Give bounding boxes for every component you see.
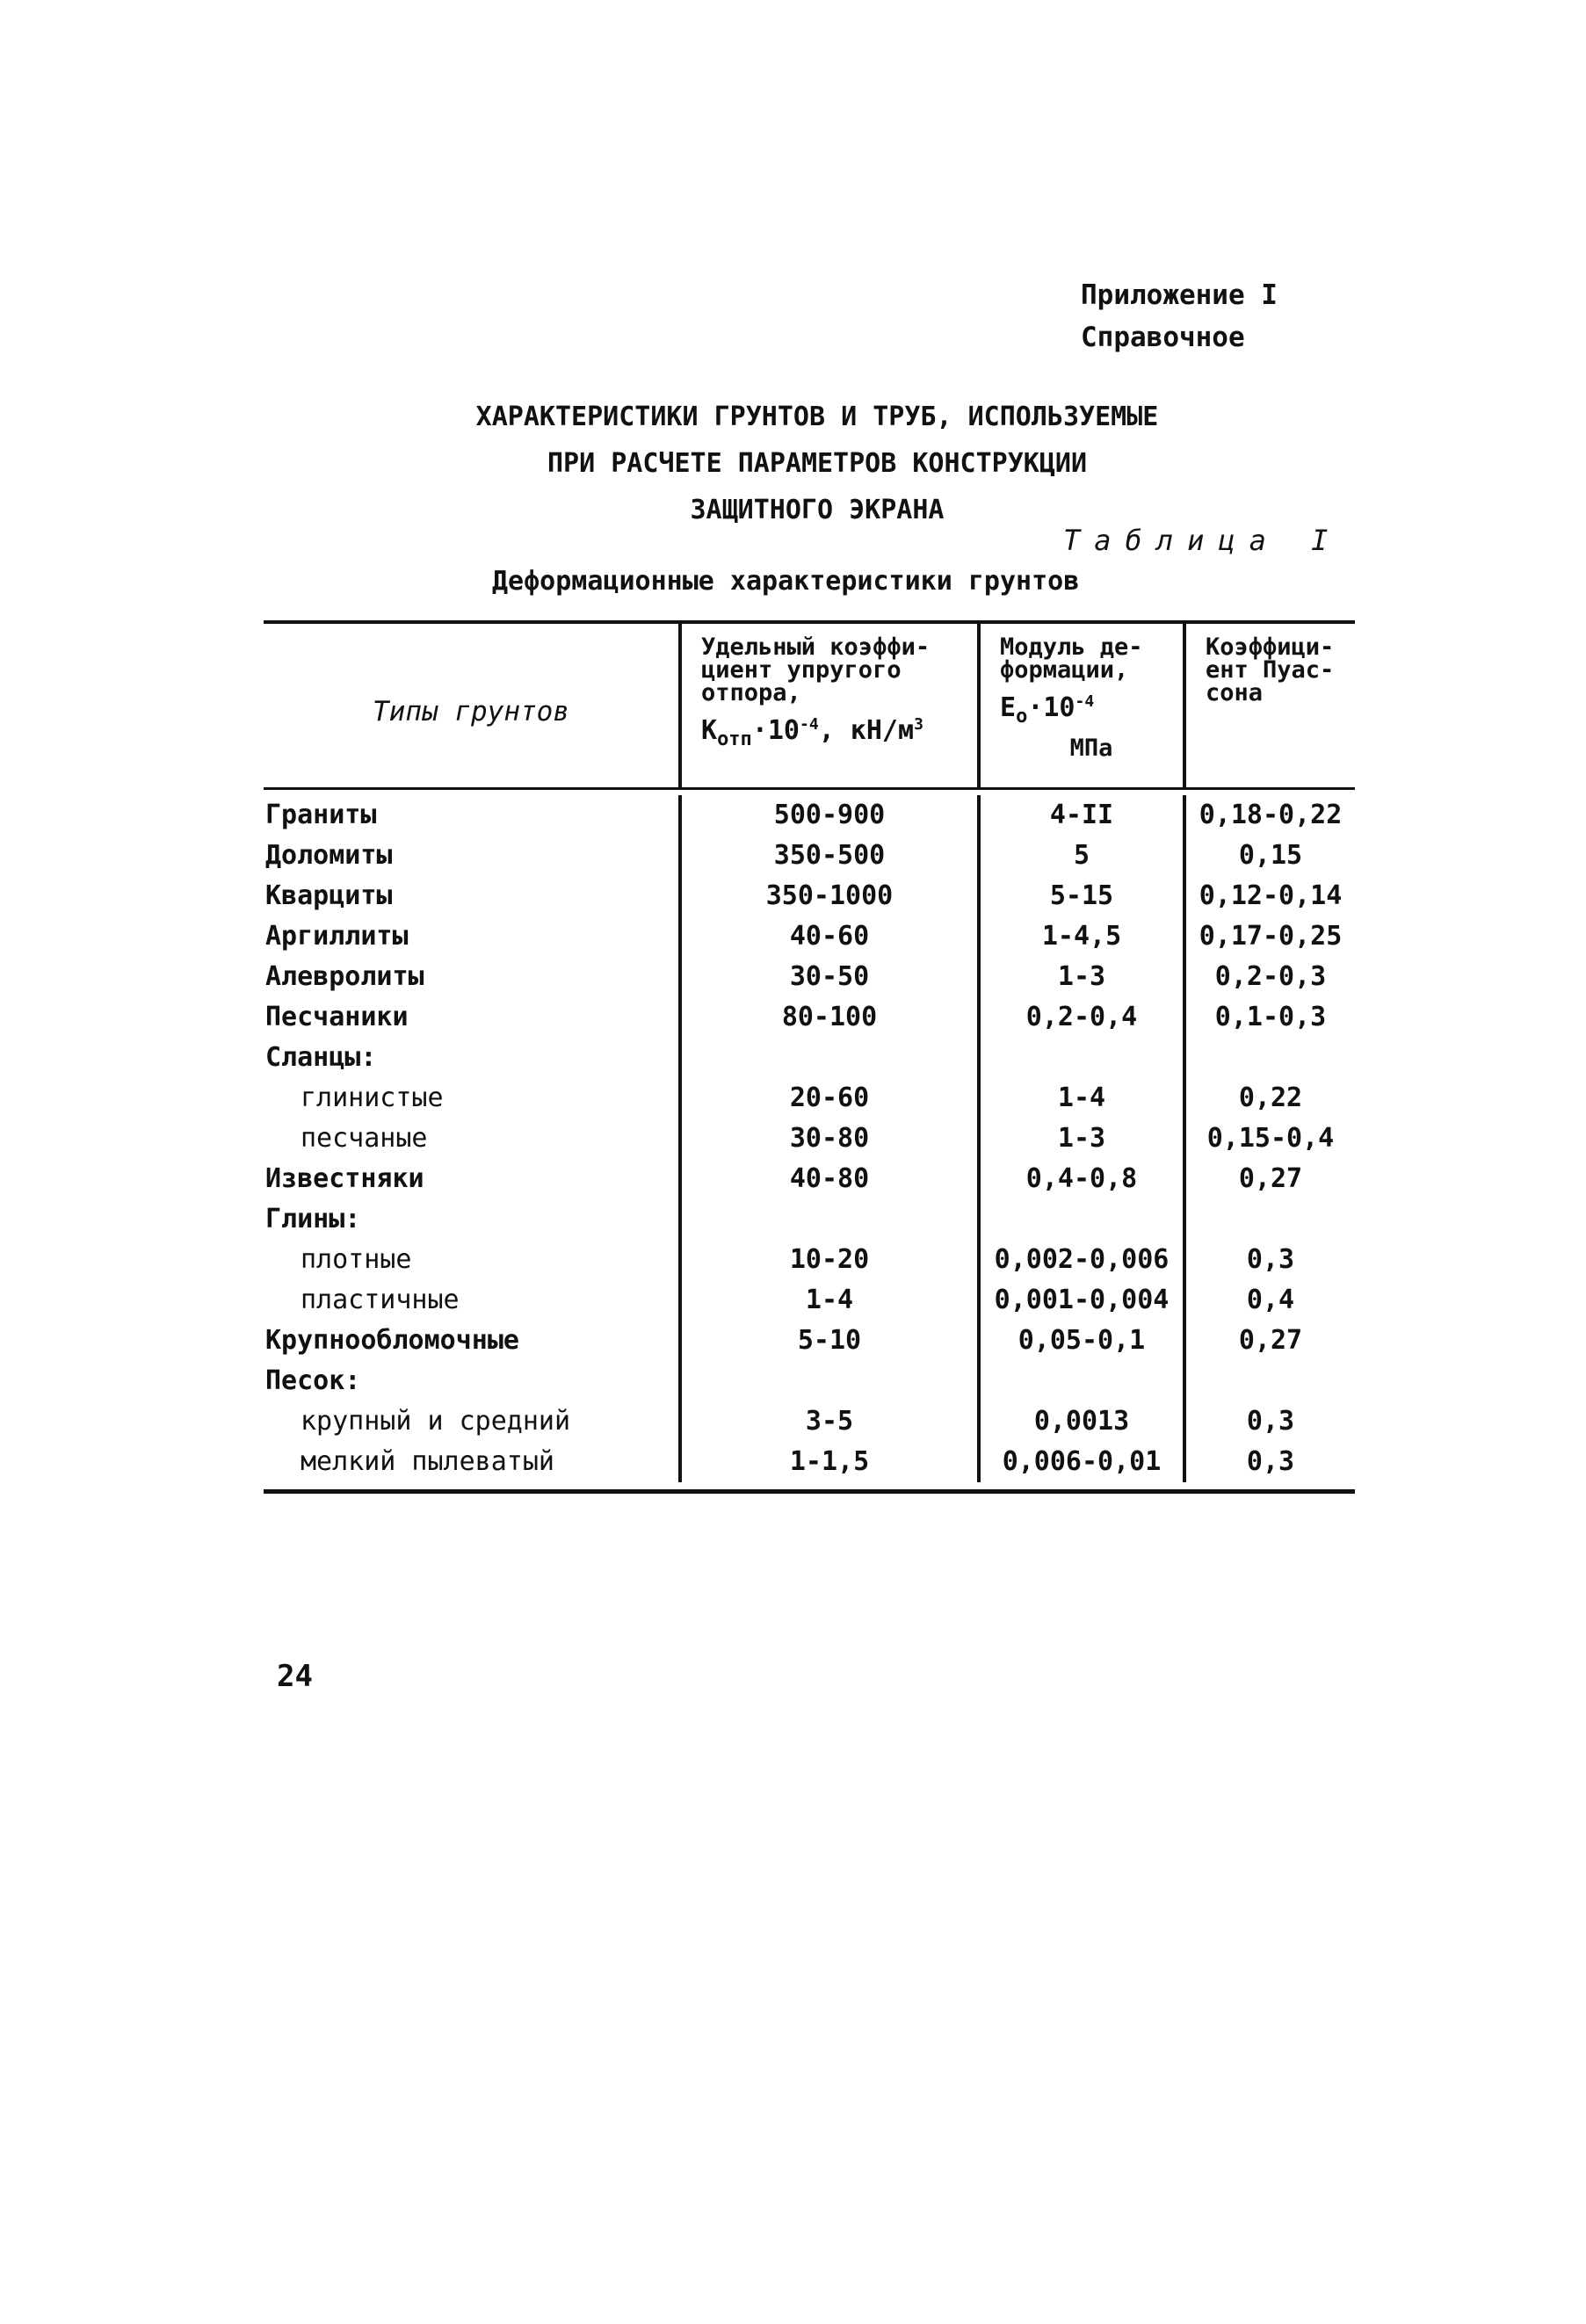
soil-name: Алевролиты [265, 961, 424, 992]
table-header [264, 624, 1355, 790]
poisson-value [1183, 1199, 1355, 1240]
poisson-value [1183, 1038, 1355, 1078]
header-deformation-modulus [977, 624, 1183, 787]
reaction-value: 5-10 [678, 1321, 977, 1361]
soil-name: Граниты [265, 800, 377, 830]
table-bottom-rule [264, 1489, 1355, 1494]
modulus-value: 0,05-0,1 [977, 1321, 1183, 1361]
reaction-value: 1-1,5 [678, 1442, 977, 1482]
reaction-value: 30-80 [678, 1119, 977, 1159]
reaction-value: 10-20 [678, 1240, 977, 1280]
table-row [264, 1321, 1355, 1361]
title-line-2: ПРИ РАСЧЕТЕ ПАРАМЕТРОВ КОНСТРУКЦИИ [547, 448, 1088, 479]
appendix-block [1081, 274, 1278, 358]
header-reaction-coefficient [678, 624, 977, 787]
reaction-value: 80-100 [678, 997, 977, 1038]
reaction-value: 40-80 [678, 1159, 977, 1199]
table-row [264, 997, 1355, 1038]
poisson-value: 0,18-0,22 [1183, 795, 1355, 836]
modulus-value: 5-15 [977, 876, 1183, 916]
poisson-value: 0,2-0,3 [1183, 957, 1355, 997]
title-line-1: ХАРАКТЕРИСТИКИ ГРУНТОВ И ТРУБ, ИСПОЛЬЗУЕМЫЕ [475, 402, 1159, 432]
modulus-value [977, 1199, 1183, 1240]
soil-name: песчаные [301, 1123, 428, 1154]
poisson-value: 0,27 [1183, 1159, 1355, 1199]
soil-group-name: Песок: [265, 1365, 361, 1396]
reaction-value: 3-5 [678, 1401, 977, 1442]
reaction-value: 20-60 [678, 1078, 977, 1119]
page-number: 24 [277, 1659, 313, 1694]
modulus-value: 1-4 [977, 1078, 1183, 1119]
reaction-value: 30-50 [678, 957, 977, 997]
appendix-type: Справочное [1081, 322, 1245, 353]
table-row [264, 957, 1355, 997]
modulus-value: 0,001-0,004 [977, 1280, 1183, 1321]
modulus-value: 0,4-0,8 [977, 1159, 1183, 1199]
reaction-value: 1-4 [678, 1280, 977, 1321]
soil-name: Доломиты [265, 840, 393, 871]
soil-group-name: Глины: [265, 1204, 361, 1234]
table-row [264, 1078, 1355, 1119]
table-row [264, 1280, 1355, 1321]
reaction-value [678, 1038, 977, 1078]
soil-name: Известняки [265, 1163, 424, 1194]
header-reaction-text: Удельный коэффи- циент упругого отпора, [701, 633, 931, 706]
poisson-value: 0,17-0,25 [1183, 916, 1355, 957]
table-label: Таблица I [1063, 524, 1343, 557]
poisson-value: 0,15 [1183, 836, 1355, 876]
soil-name: плотные [301, 1244, 412, 1275]
table-row [264, 1119, 1355, 1159]
soil-name: пластичные [301, 1285, 460, 1315]
table-row [264, 836, 1355, 876]
document-title [334, 394, 1300, 533]
poisson-value: 0,1-0,3 [1183, 997, 1355, 1038]
soil-name: мелкий пылеватый [301, 1446, 554, 1477]
modulus-value: 1-4,5 [977, 916, 1183, 957]
reaction-value: 500-900 [678, 795, 977, 836]
modulus-value: 4-II [977, 795, 1183, 836]
poisson-value: 0,3 [1183, 1401, 1355, 1442]
modulus-value: 0,002-0,006 [977, 1240, 1183, 1280]
soil-name: Крупнообломочные [265, 1325, 519, 1356]
table-row [264, 1038, 1355, 1078]
header-reaction-units: $К_{отп}\cdot 10^{-4}$, $кН/м^3$ [701, 715, 923, 750]
soil-name: Аргиллиты [265, 921, 409, 952]
header-poisson-ratio: Коэффици- ент Пуас- сона [1183, 624, 1355, 787]
header-soil-type: Типы грунтов [373, 696, 569, 728]
table-row [264, 795, 1355, 836]
table-row [264, 1361, 1355, 1401]
table-row [264, 1401, 1355, 1442]
modulus-value [977, 1038, 1183, 1078]
table-body [264, 790, 1355, 1489]
soil-name: Кварциты [265, 880, 393, 911]
soil-group-name: Сланцы: [265, 1042, 377, 1073]
soil-name: глинистые [301, 1082, 444, 1113]
reaction-value [678, 1199, 977, 1240]
table-row [264, 1199, 1355, 1240]
header-modulus-unit: МПа [1069, 735, 1113, 762]
table-row [264, 1159, 1355, 1199]
soil-name: крупный и средний [301, 1406, 571, 1437]
reaction-value: 40-60 [678, 916, 977, 957]
poisson-value: 0,4 [1183, 1280, 1355, 1321]
reaction-value: 350-1000 [678, 876, 977, 916]
header-modulus-text: Модуль де- формации, [1000, 633, 1143, 684]
modulus-value: 1-3 [977, 957, 1183, 997]
table-row [264, 876, 1355, 916]
poisson-value: 0,15-0,4 [1183, 1119, 1355, 1159]
poisson-value: 0,27 [1183, 1321, 1355, 1361]
table-row [264, 916, 1355, 957]
soil-name: Песчаники [265, 1002, 409, 1032]
poisson-value: 0,12-0,14 [1183, 876, 1355, 916]
reaction-value: 350-500 [678, 836, 977, 876]
modulus-value: 1-3 [977, 1119, 1183, 1159]
reaction-value [678, 1361, 977, 1401]
poisson-value: 0,22 [1183, 1078, 1355, 1119]
modulus-value [977, 1361, 1183, 1401]
poisson-value: 0,3 [1183, 1240, 1355, 1280]
poisson-value [1183, 1361, 1355, 1401]
modulus-value: 0,0013 [977, 1401, 1183, 1442]
table-row [264, 1442, 1355, 1482]
poisson-value: 0,3 [1183, 1442, 1355, 1482]
table-row [264, 1240, 1355, 1280]
title-line-3: ЗАЩИТНОГО ЭКРАНА [690, 495, 945, 525]
appendix-label: Приложение I [1081, 279, 1278, 311]
modulus-value: 0,006-0,01 [977, 1442, 1183, 1482]
soil-deformation-table [264, 620, 1355, 1494]
modulus-value: 0,2-0,4 [977, 997, 1183, 1038]
table-caption: Деформационные характеристики грунтов [492, 566, 1080, 597]
modulus-value: 5 [977, 836, 1183, 876]
header-modulus-symbol: $Е_о\cdot 10^{-4}$ [1000, 692, 1095, 728]
